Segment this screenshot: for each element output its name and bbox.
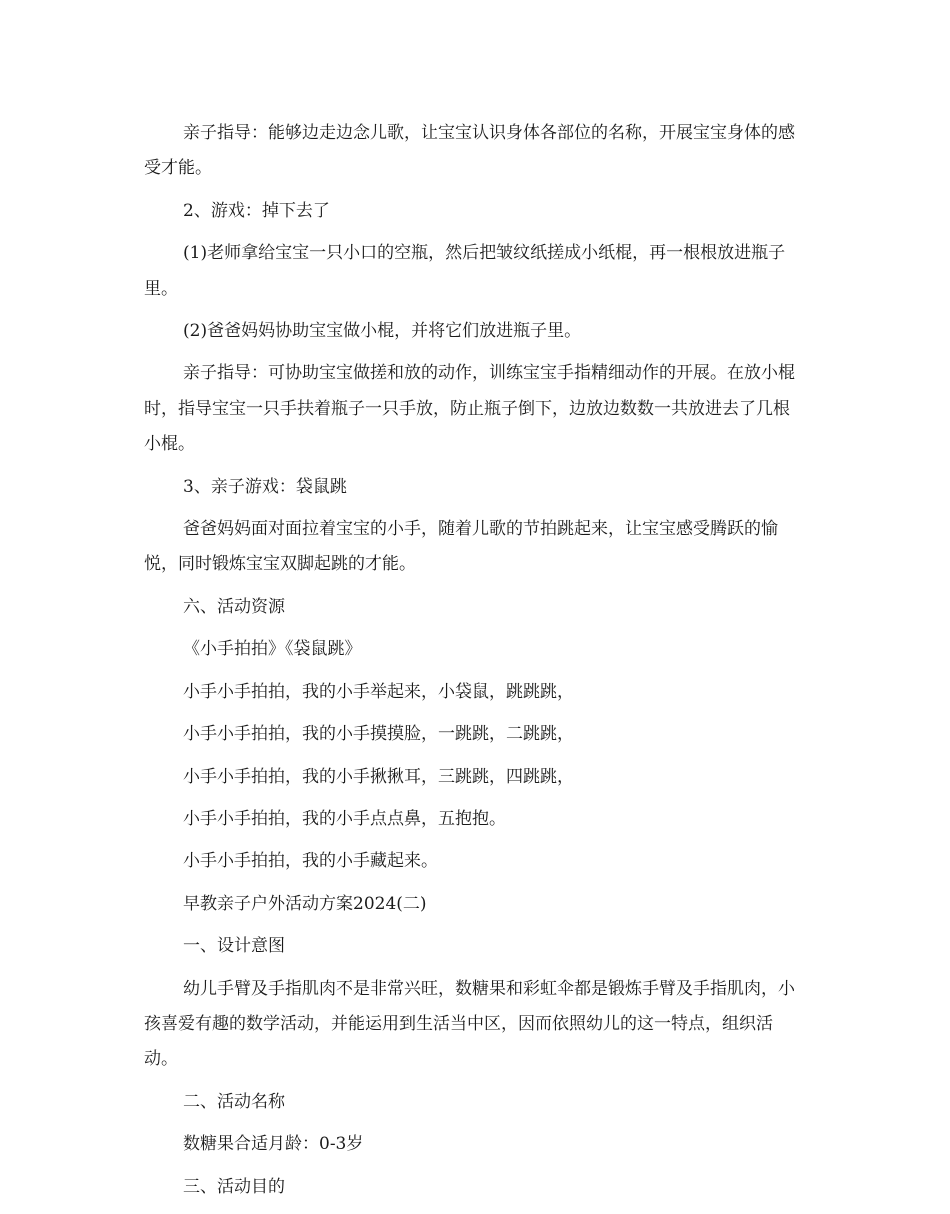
paragraph: (2)爸爸妈妈协助宝宝做小棍，并将它们放进瓶子里。 — [183, 321, 582, 342]
lyric-line: 小手小手拍拍，我的小手点点鼻，五抱抱。 — [183, 808, 506, 829]
paragraph: 爸爸妈妈面对面拉着宝宝的小手，随着儿歌的节拍跳起来，让宝宝感受腾跃的愉悦，同时锻炼宝宝双脚起跳的才能。 — [144, 519, 778, 575]
activity-name-age: 数糖果合适月龄：0-3岁 — [183, 1134, 364, 1155]
lyric-line: 小手小手拍拍，我的小手藏起来。 — [183, 851, 438, 872]
paragraph: 亲子指导：可协助宝宝做搓和放的动作，训练宝宝手指精细动作的开展。在放小棍时，指导宝宝一只手扶着瓶子一只手放，防止瓶子倒下，边放边数数一共放进去了几根小棍。 — [144, 363, 795, 455]
paragraph: 亲子指导：能够边走边念儿歌，让宝宝认识身体各部位的名称，开展宝宝身体的感受才能。 — [144, 123, 795, 179]
section-heading-design: 一、设计意图 — [183, 936, 285, 957]
lyric-line: 小手小手拍拍，我的小手举起来，小袋鼠，跳跳跳， — [183, 681, 574, 702]
plan-title: 早教亲子户外活动方案2024(二) — [183, 893, 427, 914]
section-heading-resources: 六、活动资源 — [183, 596, 285, 617]
section-heading-goals: 三、活动目的 — [183, 1176, 285, 1197]
heading-game-3: 3、亲子游戏：袋鼠跳 — [183, 476, 347, 497]
heading-game-2: 2、游戏：掉下去了 — [183, 200, 330, 221]
paragraph: (1)老师拿给宝宝一只小口的空瓶，然后把皱纹纸搓成小纸棍，再一根根放进瓶子里。 — [144, 243, 786, 299]
paragraph: 幼儿手臂及手指肌肉不是非常兴旺，数糖果和彩虹伞都是锻炼手臂及手指肌肉，小孩喜爱有趣的数学活动，并能运用到生活当中区，因而依照幼儿的这一特点，组织活动。 — [144, 978, 795, 1070]
song-titles: 《小手拍拍》《袋鼠跳》 — [183, 639, 362, 660]
lyric-line: 小手小手拍拍，我的小手摸摸脸，一跳跳，二跳跳， — [183, 724, 574, 745]
lyric-line: 小手小手拍拍，我的小手揪揪耳，三跳跳，四跳跳， — [183, 766, 574, 787]
section-heading-name: 二、活动名称 — [183, 1091, 285, 1112]
